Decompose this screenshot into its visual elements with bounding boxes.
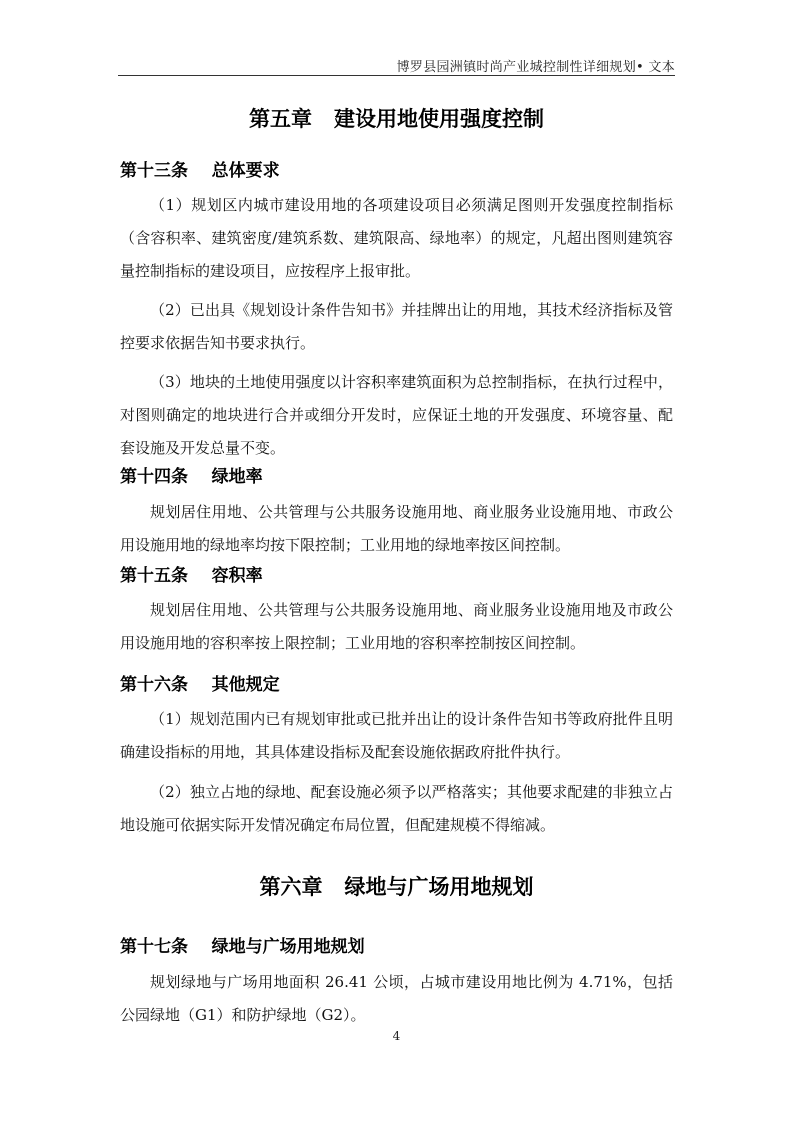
article-16-heading: 第十六条 其他规定 xyxy=(120,675,280,695)
header-divider xyxy=(118,75,675,76)
article-14-heading: 第十四条 绿地率 xyxy=(120,467,263,487)
chapter-6-title: 第六章 绿地与广场用地规划 xyxy=(259,875,534,899)
article-17-paragraph-1: 规划绿地与广场用地面积 26.41 公顷，占城市建设用地比例为 4.71%，包括公园绿地（G1）和防护绿地（G2）。 xyxy=(120,973,673,1024)
article-16-paragraph-2: （2）独立占地的绿地、配套设施必须予以严格落实；其他要求配建的非独立占地设施可依据实际开发情况确定布局位置，但配建规模不得缩减。 xyxy=(120,783,673,834)
article-16-paragraph-1: （1）规划范围内已有规划审批或已批并出让的设计条件告知书等政府批件且明确建设指标的用地，其具体建设指标及配套设施依据政府批件执行。 xyxy=(120,710,673,761)
running-header: 博罗县园洲镇时尚产业城控制性详细规划• 文本 xyxy=(396,60,675,75)
article-15-heading: 第十五条 容积率 xyxy=(120,566,263,586)
article-13-paragraph-2: （2）已出具《规划设计条件告知书》并挂牌出让的用地，其技术经济指标及管控要求依据告知书要求执行。 xyxy=(120,301,673,352)
article-15-paragraph-1: 规划居住用地、公共管理与公共服务设施用地、商业服务业设施用地及市政公用设施用地的容积率按上限控制；工业用地的容积率控制按区间控制。 xyxy=(120,601,673,652)
article-13-paragraph-1: （1）规划区内城市建设用地的各项建设项目必须满足图则开发强度控制指标（含容积率、建筑密度/建筑系数、建筑限高、绿地率）的规定，凡超出图则建筑容量控制指标的建设项目，应按程序上报审批。 xyxy=(120,196,673,280)
chapter-5-title: 第五章 建设用地使用强度控制 xyxy=(249,107,544,131)
page-number: 4 xyxy=(392,1029,401,1043)
article-14-paragraph-1: 规划居住用地、公共管理与公共服务设施用地、商业服务业设施用地、市政公用设施用地的绿地率均按下限控制；工业用地的绿地率按区间控制。 xyxy=(120,503,673,554)
article-13-heading: 第十三条 总体要求 xyxy=(120,161,280,181)
article-17-heading: 第十七条 绿地与广场用地规划 xyxy=(120,937,365,957)
article-13-paragraph-3: （3）地块的土地使用强度以计容积率建筑面积为总控制指标，在执行过程中，对图则确定的地块进行合并或细分开发时，应保证土地的开发强度、环境容量、配套设施及开发总量不变。 xyxy=(120,373,673,457)
